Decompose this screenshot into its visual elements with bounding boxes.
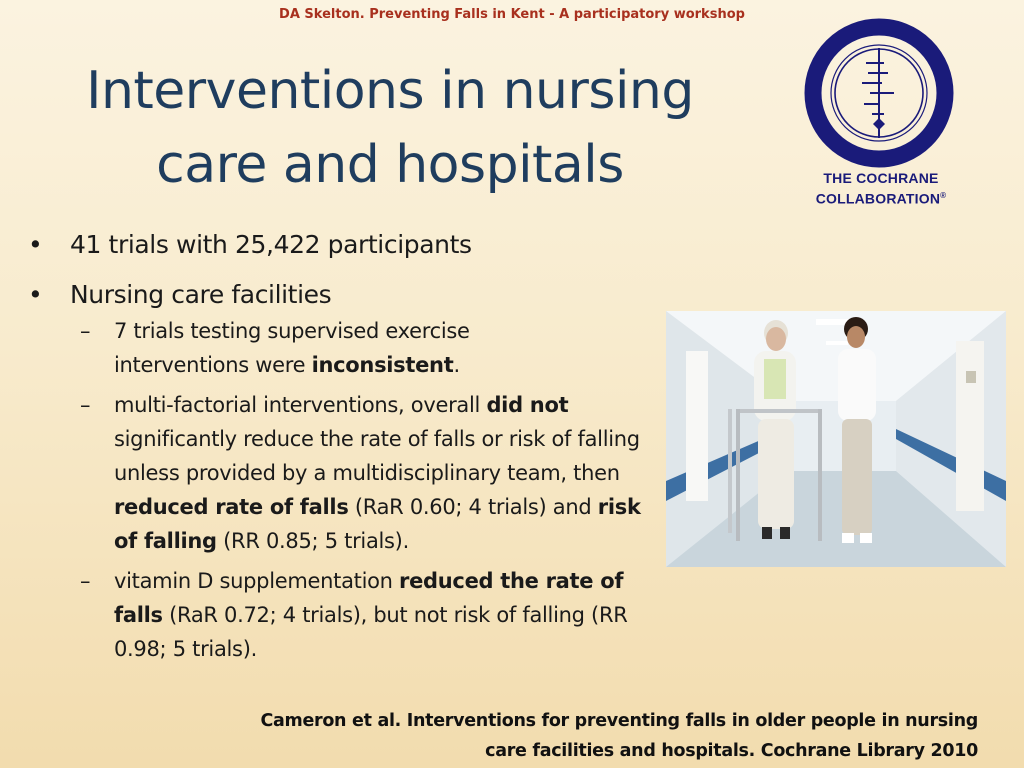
title-line-2: care and hospitals [156,135,624,195]
bullet-list [28,228,668,672]
logo-line-2: COLLABORATION® [815,190,947,207]
slide-title [40,54,740,202]
citation-line-2: care facilities and hospitals. Cochrane Library 2010 [485,741,978,761]
slide-header: DA Skelton. Preventing Falls in Kent - A participatory workshop [279,7,745,22]
bullet-trials: • 41 trials with 25,422 participants [28,230,472,259]
cochrane-logo [796,18,966,208]
sub-bullet-exercise: – 7 trials testing supervised exercise interventions were inconsistent. [80,319,470,377]
citation-line-1: Cameron et al. Interventions for preventing falls in older people in nursing [260,711,978,731]
hospital-corridor-illustration [666,311,1006,567]
sub-bullet-multifactorial: – multi-factorial interventions, overall did not significantly reduce the rate of falls or risk of falling unless provided by a multidisciplinary team, then reduced rate of falls (RaR 0.60; 4 trials) and risk of falling (RR 0.85; 5 trials). [80,393,641,553]
title-line-1: Interventions in nursing [86,61,694,121]
logo-line-1: THE COCHRANE [823,170,939,186]
cochrane-logo-icon [804,18,954,168]
logo-text [796,170,966,208]
bullet-nursing-care: • Nursing care facilities [28,280,332,309]
registered-mark: ® [940,191,947,200]
photo-nurse-walker [666,311,1006,567]
sub-bullet-vitamin-d: – vitamin D supplementation reduced the rate of falls (RaR 0.72; 4 trials), but not risk of falling (RR 0.98; 5 trials). [80,569,628,661]
citation [218,706,978,766]
